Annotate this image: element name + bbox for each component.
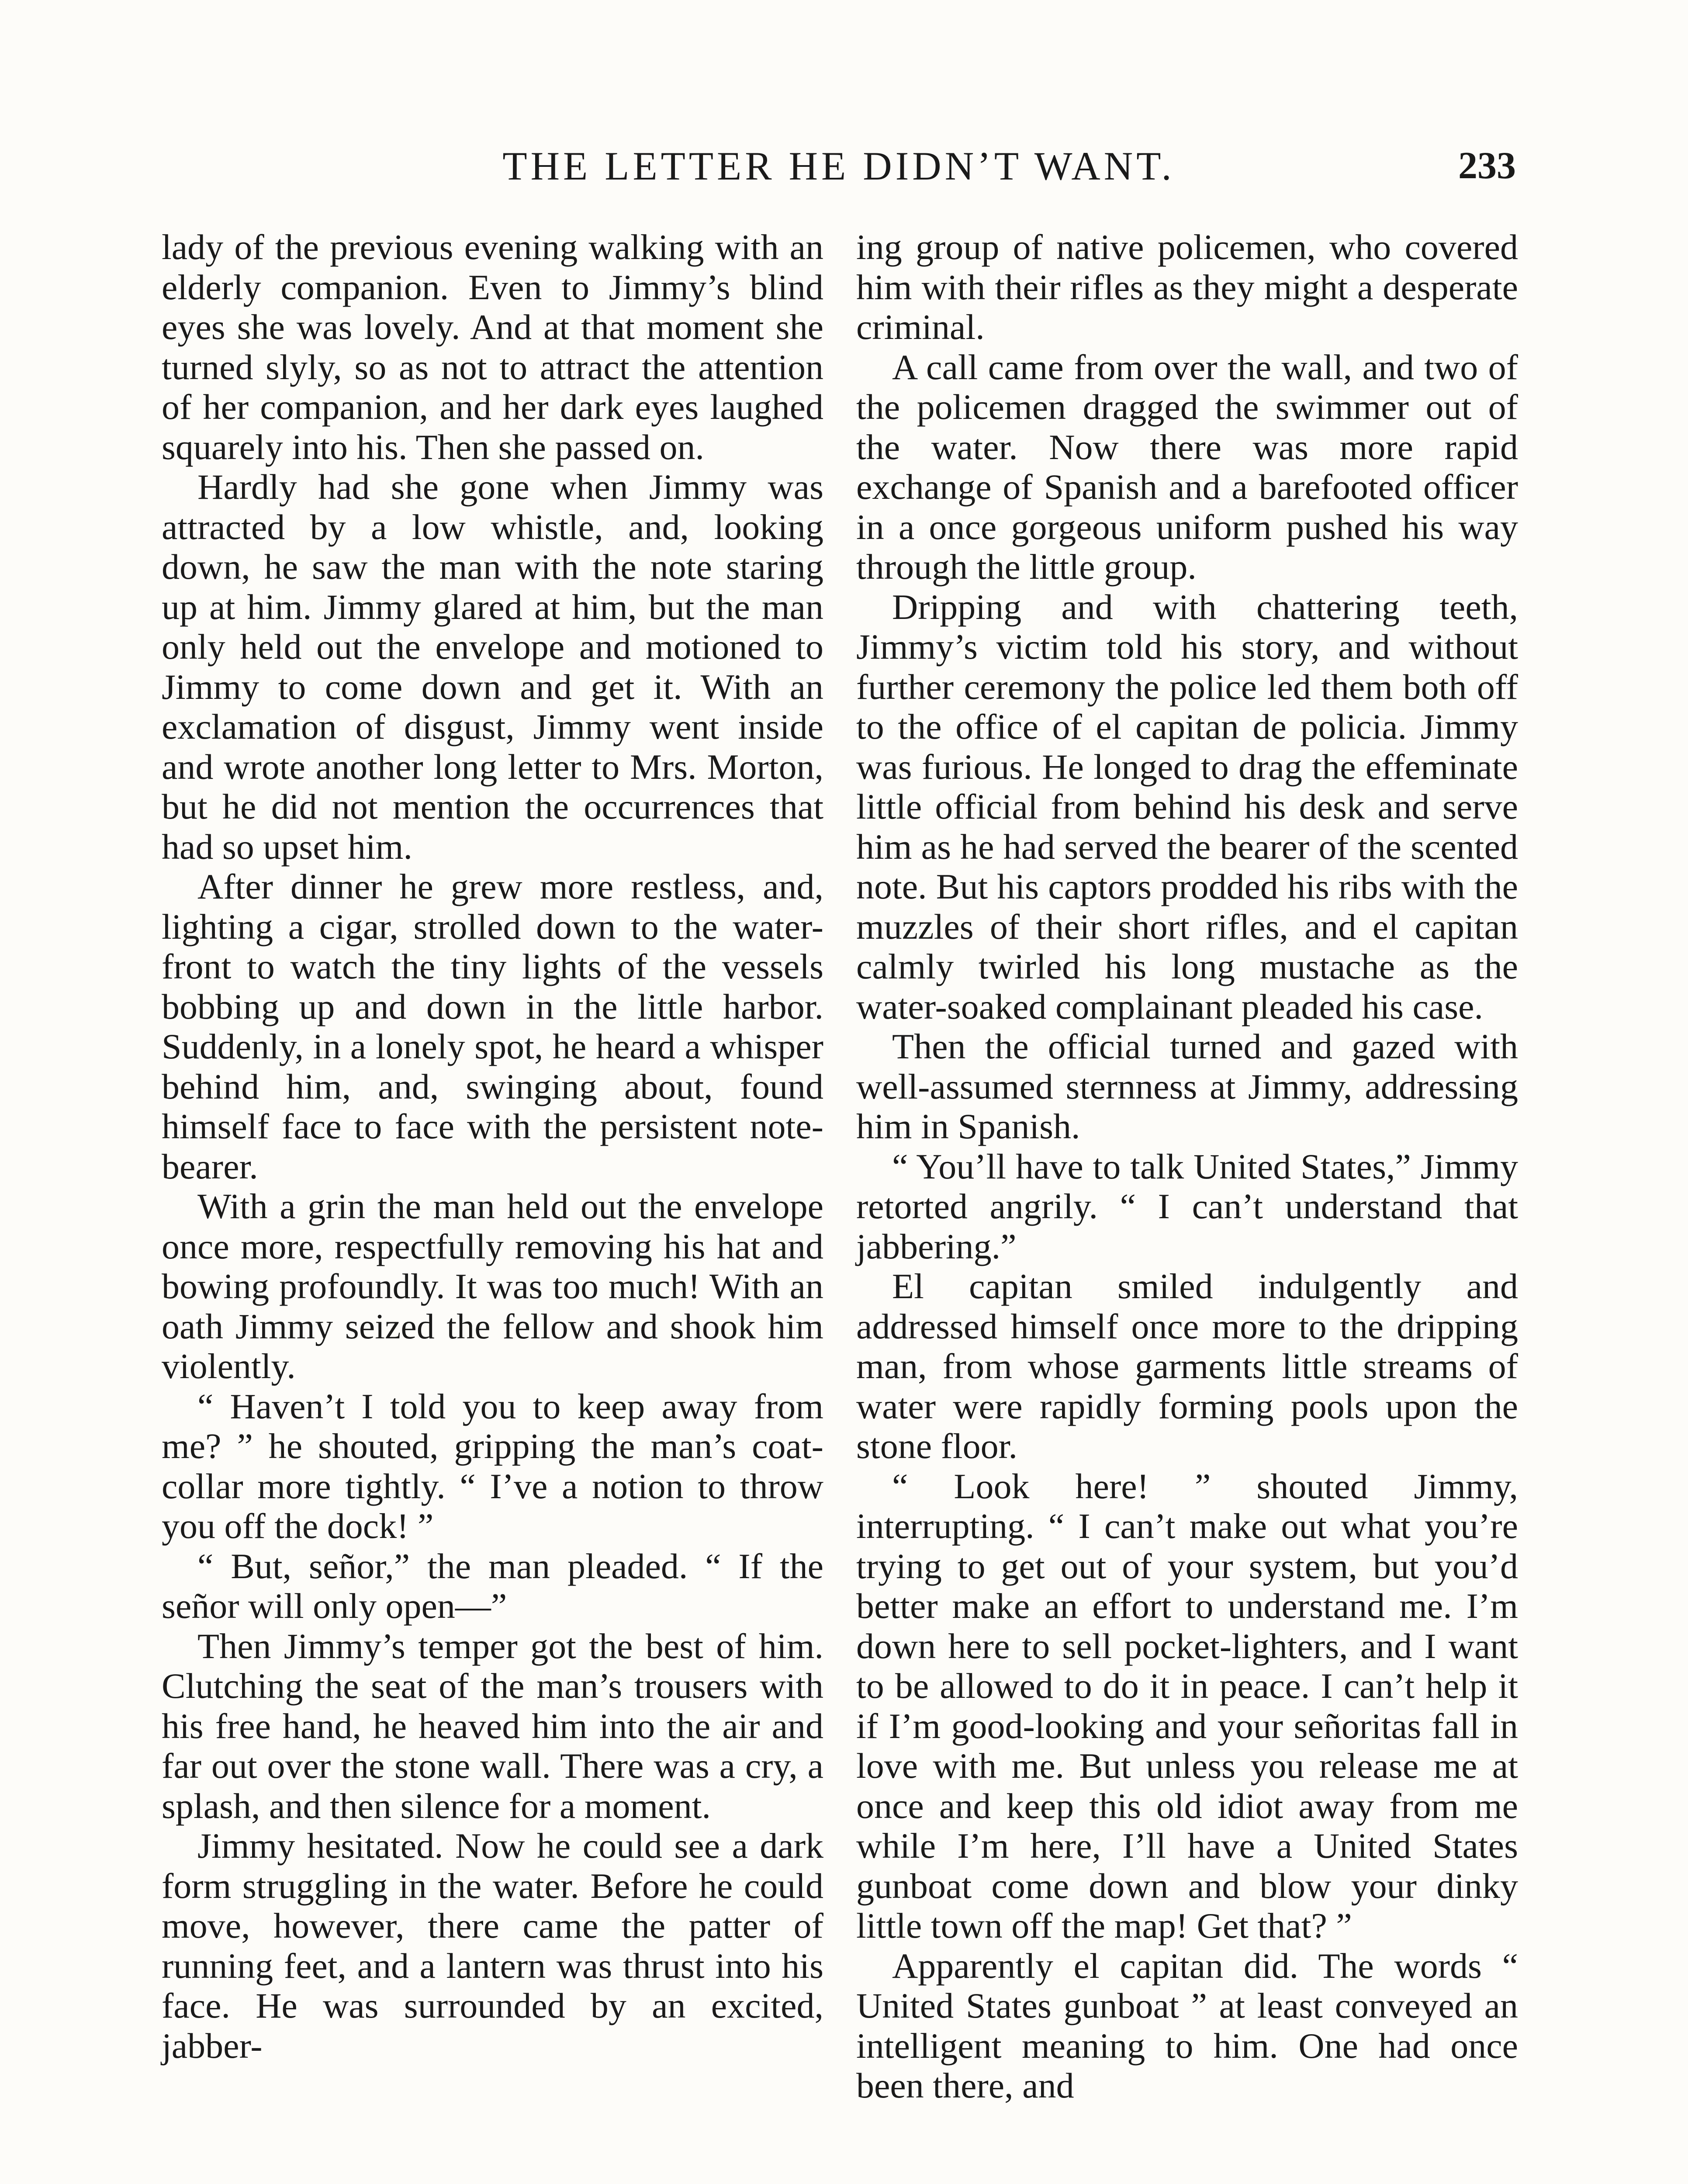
running-title: THE LETTER HE DIDN’T WANT.	[502, 144, 1175, 188]
paragraph: After dinner he grew more restless, and, lighting a cigar, strolled down to the water-front to watch the tiny lights of the vessels bobbing up and down in the little harbor. Suddenly, in a lonely spot, he heard a whisper behind him, and, swinging about, found himself face to face with the persistent note-bearer.	[162, 867, 823, 1186]
page-number: 233	[1458, 145, 1516, 187]
running-header	[162, 131, 1516, 201]
paragraph: “ Haven’t I told you to keep away from me? ” he shouted, gripping the man’s coat-collar more tightly. “ I’ve a notion to throw you off the dock! ”	[162, 1386, 823, 1546]
paragraph: lady of the previous evening walking with an elderly companion. Even to Jimmy’s blind eyes she was lovely. And at that moment she turned slyly, so as not to attract the attention of her companion, and her dark eyes laughed squarely into his. Then she passed on.	[162, 227, 823, 467]
paragraph: A call came from over the wall, and two of the policemen dragged the swimmer out of the water. Now there was more rapid exchange of Spanish and a barefooted officer in a once gorgeous uniform pushed his way through the little group.	[856, 347, 1518, 587]
paragraph: Apparently el capitan did. The words “ United States gunboat ” at least conveyed an intelligent meaning to him. One had once been there, and	[856, 1946, 1518, 2105]
paragraph: Then Jimmy’s temper got the best of him. Clutching the seat of the man’s trousers with his free hand, he heaved him into the air and far out over the stone wall. There was a cry, a splash, and then silence for a moment.	[162, 1626, 823, 1826]
paragraph: “ Look here! ” shouted Jimmy, interrupting. “ I can’t make out what you’re trying to get out of your system, but you’d better make an effort to understand me. I’m down here to sell pocket-lighters, and I want to be allowed to do it in peace. I can’t help it if I’m good-looking and your señoritas fall in love with me. But unless you release me at once and keep this old idiot away from me while I’m here, I’ll have a United States gunboat come down and blow your dinky little town off the map! Get that? ”	[856, 1466, 1518, 1946]
paragraph: “ But, señor,” the man pleaded. “ If the señor will only open—”	[162, 1546, 823, 1626]
paragraph: El capitan smiled indulgently and addressed himself once more to the dripping man, from whose garments little streams of water were rapidly forming pools upon the stone floor.	[856, 1266, 1518, 1466]
left-column	[162, 227, 823, 2066]
paragraph: With a grin the man held out the envelope once more, respectfully removing his hat and bowing profoundly. It was too much! With an oath Jimmy seized the fellow and shook him violently.	[162, 1186, 823, 1386]
right-column	[856, 227, 1518, 2106]
paragraph: “ You’ll have to talk United States,” Jimmy retorted angrily. “ I can’t understand that jabbering.”	[856, 1146, 1518, 1266]
paragraph: ing group of native policemen, who covered him with their rifles as they might a desperate criminal.	[856, 227, 1518, 347]
paragraph: Then the official turned and gazed with well-assumed sternness at Jimmy, addressing him in Spanish.	[856, 1026, 1518, 1146]
paragraph: Hardly had she gone when Jimmy was attracted by a low whistle, and, looking down, he saw the man with the note staring up at him. Jimmy glared at him, but the man only held out the envelope and motioned to Jimmy to come down and get it. With an exclamation of disgust, Jimmy went inside and wrote another long letter to Mrs. Morton, but he did not mention the occurrences that had so upset him.	[162, 467, 823, 867]
paragraph: Jimmy hesitated. Now he could see a dark form struggling in the water. Before he could move, however, there came the patter of running feet, and a lantern was thrust into his face. He was surrounded by an excited, jabber-	[162, 1826, 823, 2066]
paragraph: Dripping and with chattering teeth, Jimmy’s victim told his story, and without further ceremony the police led them both off to the office of el capitan de policia. Jimmy was furious. He longed to drag the effeminate little official from behind his desk and serve him as he had served the bearer of the scented note. But his captors prodded his ribs with the muzzles of their short rifles, and el capitan calmly twirled his long mustache as the water-soaked complainant pleaded his case.	[856, 587, 1518, 1026]
